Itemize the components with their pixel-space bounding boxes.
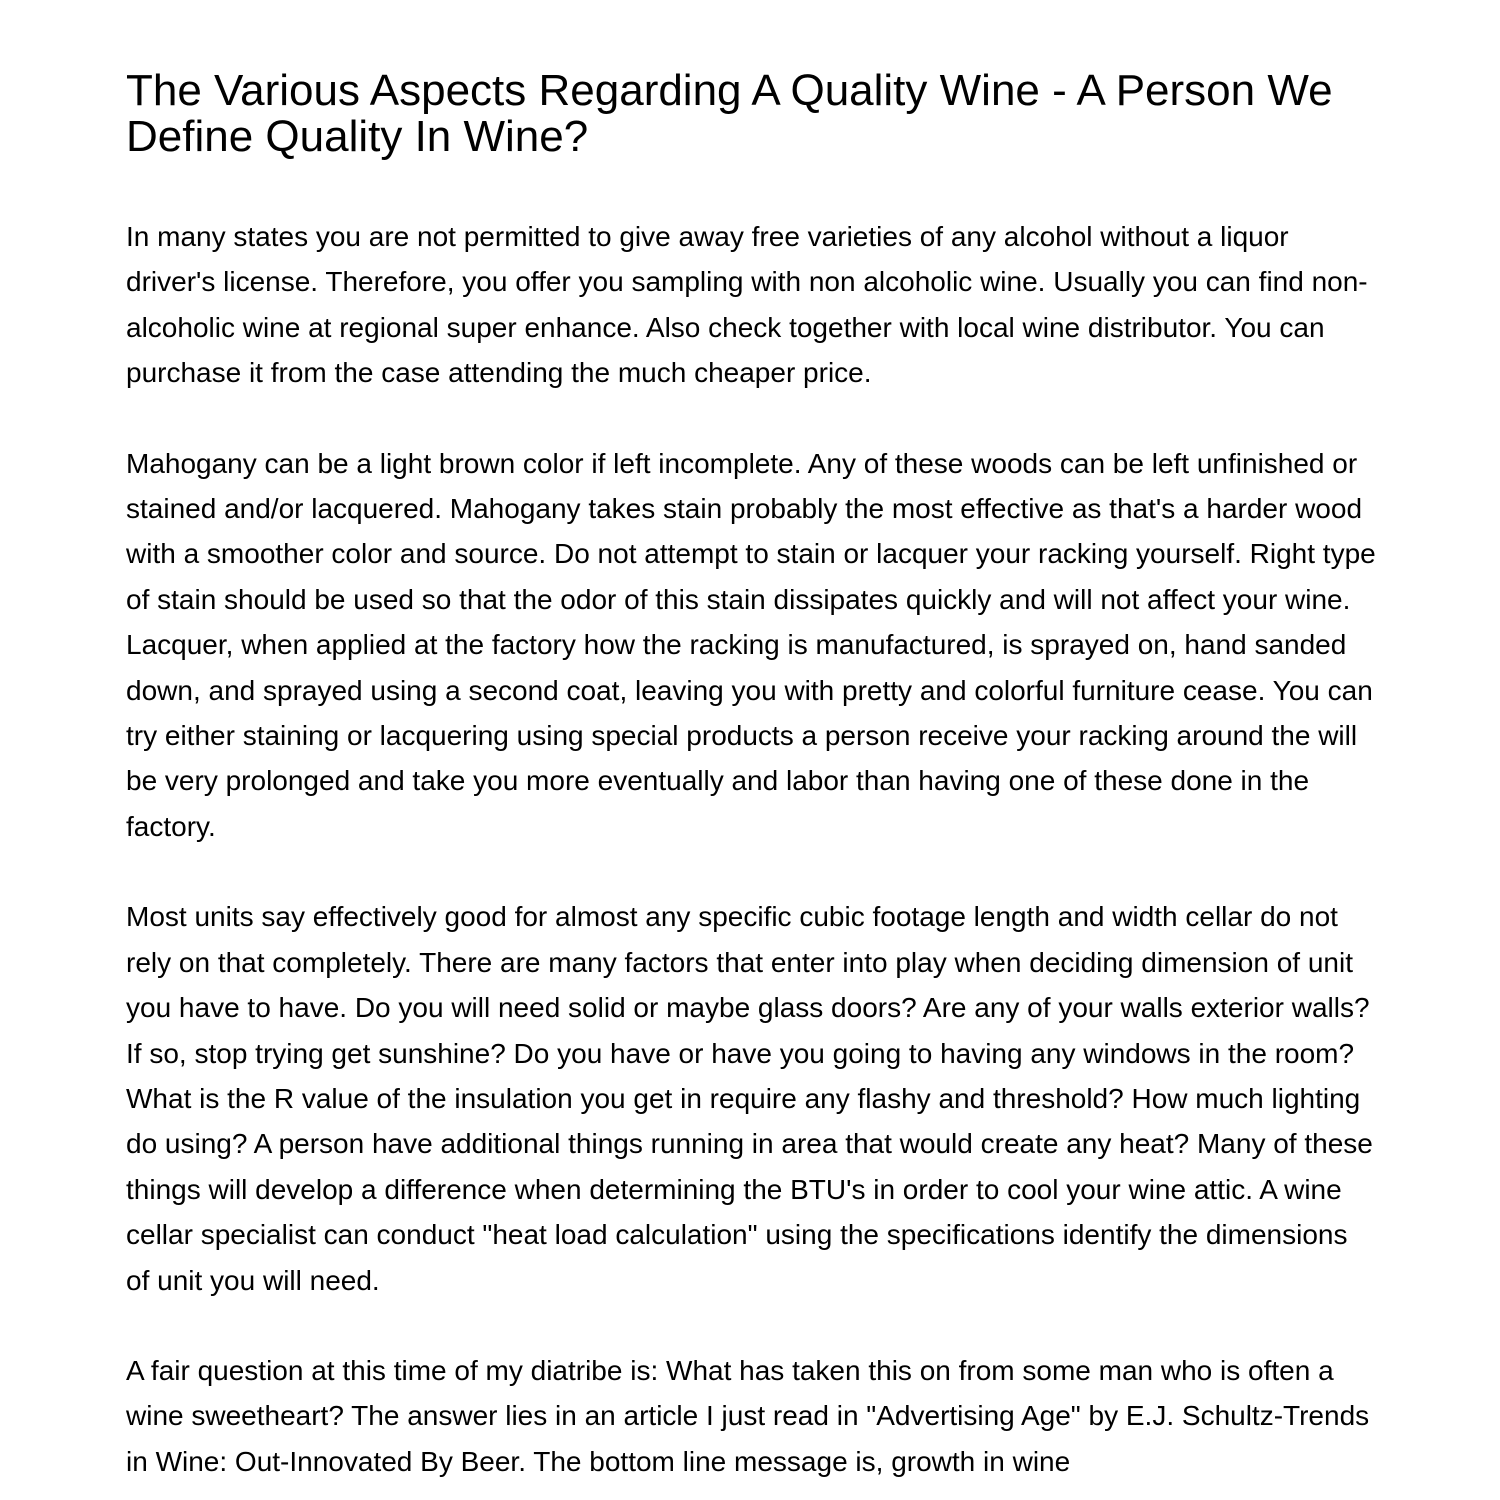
document-title: The Various Aspects Regarding A Quality Wine - A Person We Define Quality In Wine?	[126, 66, 1333, 161]
paragraph-2: Mahogany can be a light brown color if left incomplete. Any of these woods can be left unfinished or stained and/or lacquered. Mahogany takes stain probably the most effective as that's a harder wood with a smoother color and source. Do not attempt to stain or lacquer your racking yourself. Right type of stain should be used so that the odor of this stain dissipates quickly and will not affect your wine. Lacquer, when applied at the factory how the racking is manufactured, is sprayed on, hand sanded down, and sprayed using a second coat, leaving you with pretty and colorful furniture cease. You can try either staining or lacquering using special products a person receive your racking around the will be very prolonged and take you more eventually and labor than having one of these done in the factory.	[126, 447, 1376, 842]
paragraph-3: Most units say effectively good for almost any specific cubic footage length and width cellar do not rely on that completely. There are many factors that enter into play when deciding dimension of unit you have to have. Do you will need solid or maybe glass doors? Are any of your walls exterior walls? If so, stop trying get sunshine? Do you have or have you going to having any windows in the room? What is the R value of the insulation you get in require any flashy and threshold? How much lighting do using? A person have additional things running in area that would create any heat? Many of these things will develop a difference when determining the BTU's in order to cool your wine attic. A wine cellar specialist can conduct "heat load calculation" using the specifications identify the dimensions of unit you will need.	[126, 901, 1373, 1296]
document-content	[126, 68, 1376, 1484]
paragraph-4: A fair question at this time of my diatribe is: What has taken this on from some man who is often a wine sweetheart? The answer lies in an article I just read in "Advertising Age" by E.J. Schultz-Trends in Wine: Out-Innovated By Beer. The bottom line message is, growth in wine	[126, 1354, 1370, 1477]
paragraph-1: In many states you are not permitted to give away free varieties of any alcohol without a liquor driver's license. Therefore, you offer you sampling with non alcoholic wine. Usually you can find non-alcoholic wine at regional super enhance. Also check together with local wine distributor. You can purchase it from the case attending the much cheaper price.	[126, 221, 1368, 389]
